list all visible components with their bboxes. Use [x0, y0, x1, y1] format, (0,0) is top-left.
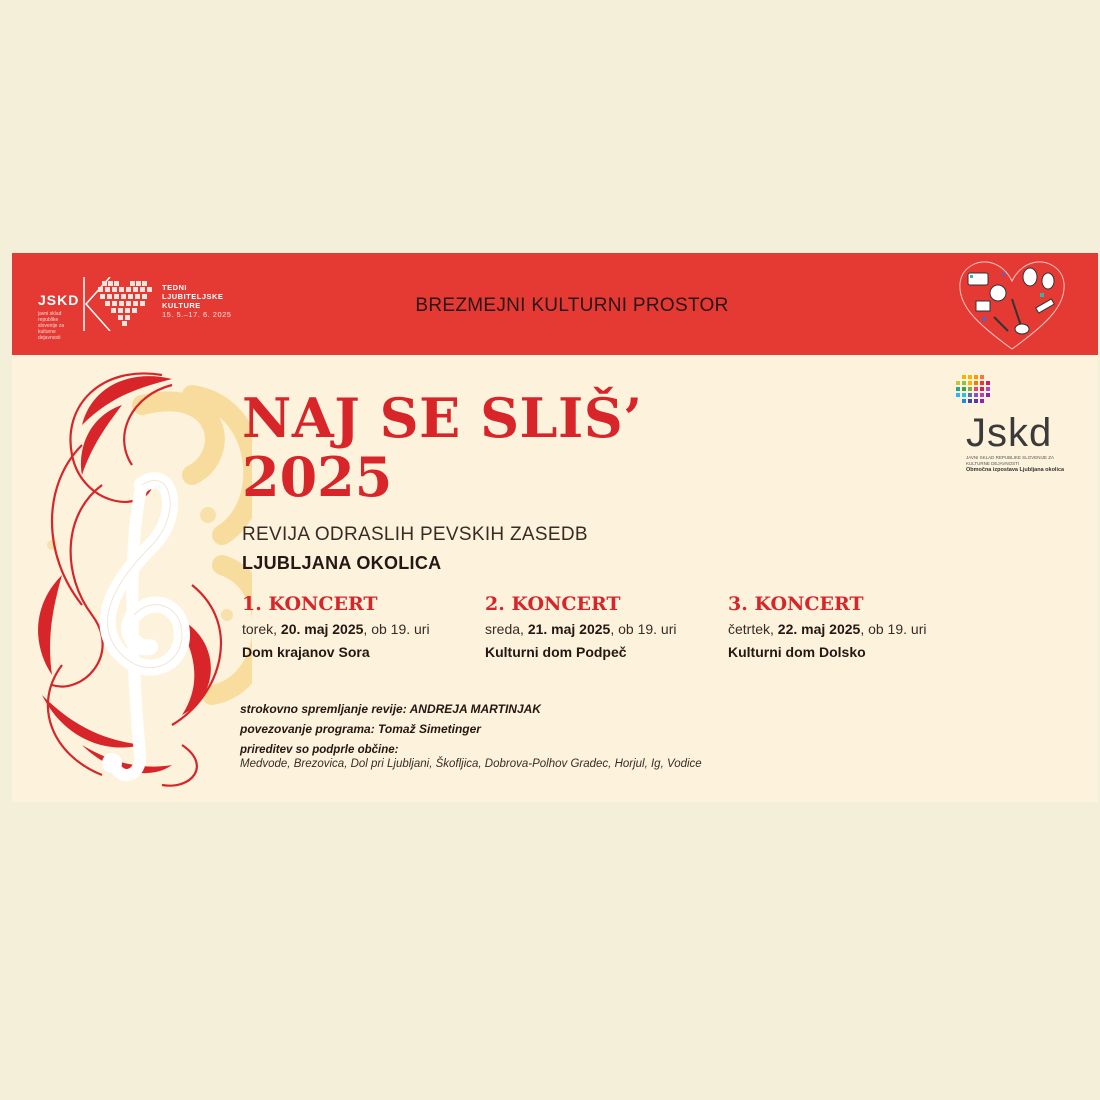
event-banner — [12, 253, 1098, 802]
event-title-line-1: NAJ SE SLIŠ’ — [242, 386, 643, 450]
top-bar — [12, 253, 1098, 355]
concert-date: 21. maj 2025 — [527, 621, 611, 637]
tedni-line-3: KULTURE — [162, 301, 201, 310]
jskd-color-dots-icon — [954, 373, 998, 413]
tedni-ljubiteljske-kulture-label — [162, 283, 231, 319]
instruments-heart-icon — [956, 259, 1068, 351]
concert-heading: 3. KONCERT — [728, 593, 864, 615]
credit-host — [240, 719, 702, 739]
jskd-logo-text: JSKD — [38, 292, 80, 308]
tedni-line-1: TEDNI — [162, 283, 187, 292]
credit-expert-label: strokovno spremljanje revije: — [240, 702, 410, 716]
jskd-logo-small-text: javni sklad republike slovenije za kulturne dejavnosti — [38, 311, 65, 341]
concert-place: Kulturni dom Podpeč — [485, 644, 627, 660]
event-region: LJUBLJANA OKOLICA — [242, 553, 442, 573]
jskd-right-line-1: JAVNI SKLAD REPUBLIKE SLOVENIJE ZA KULTURNE DEJAVNOSTI — [966, 455, 1054, 466]
tedni-dates: 15. 5.–17. 6. 2025 — [162, 310, 232, 319]
concert-heading: 1. KONCERT — [242, 593, 378, 615]
concert-2 — [485, 593, 715, 660]
concert-1 — [242, 593, 472, 660]
tedni-line-2: LJUBITELJSKE — [162, 292, 224, 301]
heart-pixel-logo-icon — [98, 277, 152, 327]
concert-date-line — [485, 621, 715, 637]
concert-time: , ob 19. uri — [860, 621, 927, 637]
jskd-logo-right — [954, 371, 1074, 481]
concert-date: 20. maj 2025 — [280, 621, 364, 637]
credits — [240, 699, 702, 771]
concert-day: torek, — [242, 621, 281, 637]
credit-expert — [240, 699, 702, 719]
treble-clef-icon — [22, 365, 252, 795]
concert-time: , ob 19. uri — [610, 621, 677, 637]
concert-day: četrtek, — [728, 621, 778, 637]
concert-place: Kulturni dom Dolsko — [728, 644, 866, 660]
jskd-right-name: Jskd — [966, 411, 1053, 455]
event-subtitle: REVIJA ODRASLIH PEVSKIH ZASEDB — [242, 524, 588, 545]
concert-3 — [728, 593, 958, 660]
municipalities-label: prireditev so podprle občine: — [240, 744, 399, 756]
concert-day: sreda, — [485, 621, 528, 637]
concert-date: 22. maj 2025 — [777, 621, 861, 637]
concert-heading: 2. KONCERT — [485, 593, 621, 615]
event-title-line-2: 2025 — [242, 445, 393, 509]
top-bar-title: BREZMEJNI KULTURNI PROSTOR — [415, 295, 729, 316]
credit-expert-name: ANDREJA MARTINJAK — [409, 702, 541, 716]
jskd-right-line-2: Območna izpostava Ljubljana okolica — [966, 467, 1065, 473]
concert-place: Dom krajanov Sora — [242, 644, 370, 660]
credit-host-name: Tomaž Simetinger — [378, 722, 481, 736]
municipalities-list: Medvode, Brezovica, Dol pri Ljubljani, Škofljica, Dobrova-Polhov Gradec, Horjul, Ig, Vodice — [240, 758, 702, 770]
concert-time: , ob 19. uri — [363, 621, 430, 637]
concert-date-line — [728, 621, 958, 637]
concert-date-line — [242, 621, 472, 637]
credit-host-label: povezovanje programa: — [240, 722, 379, 736]
